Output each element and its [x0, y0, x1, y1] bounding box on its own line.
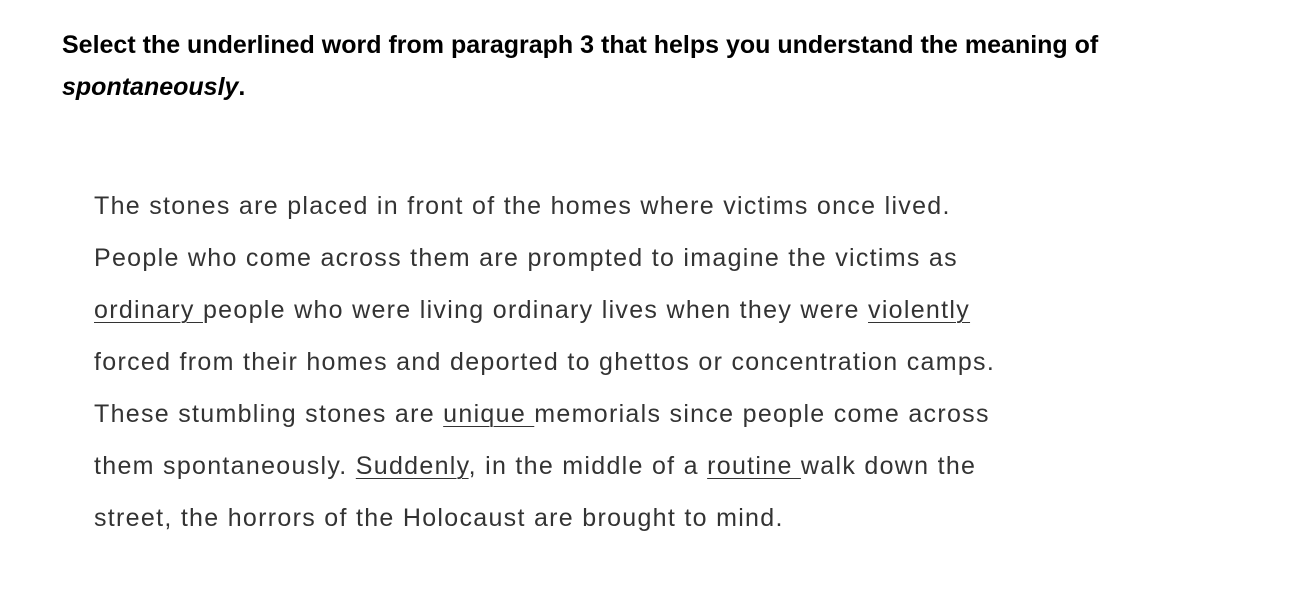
passage-paragraph — [94, 180, 1154, 544]
passage-text: forced from their homes and deported to ghettos or concentration camps. — [94, 348, 996, 376]
choice-unique[interactable]: unique — [443, 400, 535, 428]
passage-line-2 — [94, 232, 1154, 284]
question-prefix: Select the underlined word from paragraph 3 that helps you understand the meaning of — [62, 31, 1099, 59]
question-prompt — [62, 24, 1172, 108]
passage-line-1 — [94, 180, 1154, 232]
passage-text: , in the middle of a — [468, 452, 708, 480]
choice-routine[interactable]: routine — [707, 452, 801, 480]
passage-text: street, the horrors of the Holocaust are brought to mind. — [94, 504, 784, 532]
choice-suddenly[interactable]: Suddenly — [355, 452, 469, 480]
passage-text: People who come across them are prompted to imagine the victims as — [94, 244, 958, 272]
passage-line-3 — [94, 284, 1154, 336]
passage-line-4 — [94, 336, 1154, 388]
passage-text: memorials since people come across — [534, 400, 990, 428]
passage-text: The stones are placed in front of the homes where victims once lived. — [94, 192, 951, 220]
passage-line-7 — [94, 492, 1154, 544]
passage-text: people who were living ordinary lives when they were — [202, 296, 869, 324]
passage-text: walk down the — [800, 452, 977, 480]
passage-text: them spontaneously. — [94, 452, 356, 480]
choice-ordinary[interactable]: ordinary — [94, 296, 203, 324]
choice-violently[interactable]: violently — [868, 296, 971, 324]
passage-text: These stumbling stones are — [94, 400, 444, 428]
passage-line-5 — [94, 388, 1154, 440]
question-suffix: . — [238, 73, 246, 101]
passage-line-6 — [94, 440, 1154, 492]
question-target-word: spontaneously — [62, 73, 239, 101]
